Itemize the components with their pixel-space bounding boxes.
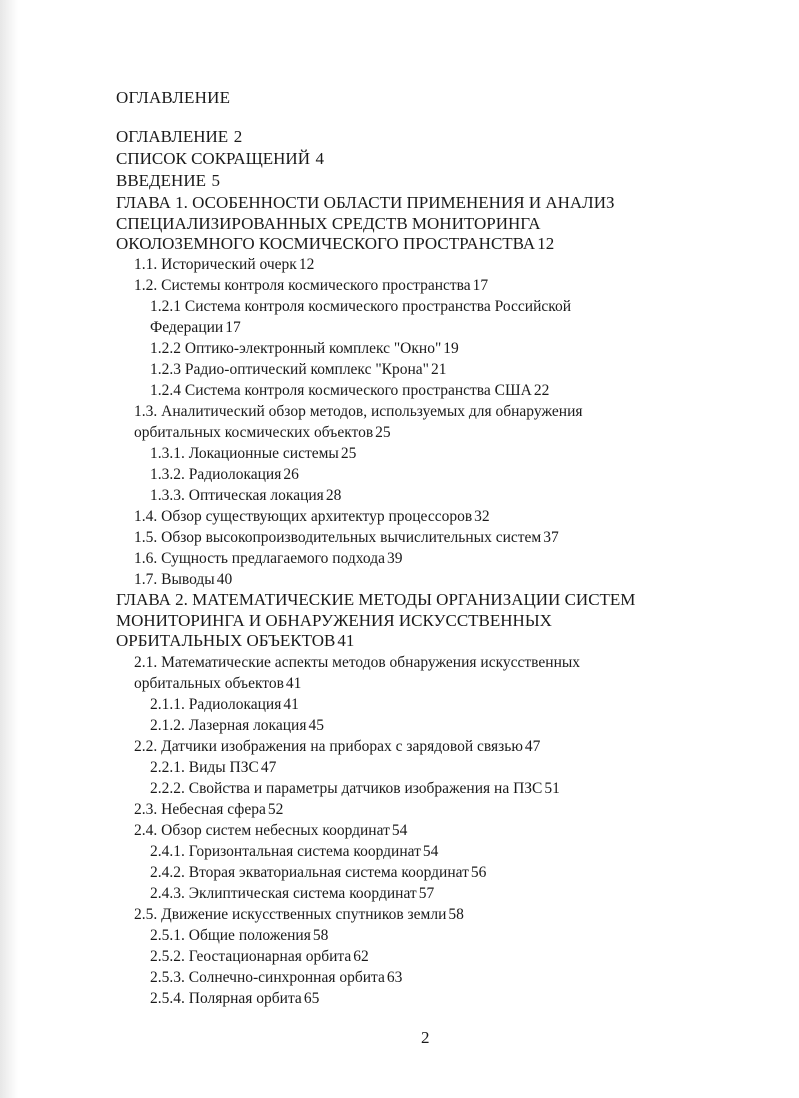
toc-entry-page: 51 (544, 780, 560, 797)
toc-entry-page: 26 (283, 466, 299, 483)
toc-entry-page: 65 (303, 990, 320, 1007)
toc-entry-page: 41 (283, 696, 299, 713)
toc-entry-page: 52 (267, 801, 284, 818)
page-title: ОГЛАВЛЕНИЕ (116, 88, 231, 107)
toc-entry-page: 54 (422, 843, 439, 860)
toc-entry-title: 1.2.2 Оптико-электронный комплекс "Окно" (150, 340, 442, 357)
toc-entry-title: ОКОЛОЗЕМНОГО КОСМИЧЕСКОГО ПРОСТРАНСТВА (116, 234, 536, 253)
toc-entry-title: 1.7. Выводы (134, 571, 215, 588)
toc-entry-page: 45 (308, 717, 324, 734)
toc-entry-page: 5 (211, 171, 220, 190)
toc-entry-page: 25 (375, 424, 391, 441)
toc-entry-page: 47 (260, 759, 277, 776)
toc-entry-page: 57 (418, 885, 435, 902)
toc-entry-page: 37 (543, 529, 559, 546)
toc-entry-title: 1.5. Обзор высокопроизводительных вычислительных систем (134, 529, 542, 546)
toc-entry-title: 1.3.1. Локационные системы (150, 445, 339, 462)
toc-entry-page: 56 (470, 864, 487, 881)
toc-entry-title: 1.2. Системы контроля космического пространства (134, 277, 471, 294)
toc-entry-title: 1.1. Исторический очерк (134, 256, 297, 273)
toc-entry-title: 2.5.1. Общие положения (150, 927, 311, 944)
toc-entry-page: 32 (474, 508, 490, 525)
toc-entry-title: 1.3.3. Оптическая локация (150, 487, 324, 504)
toc-entry-title-line: 1.2.1 Система контроля космического пространства Российской (150, 298, 572, 315)
toc-entry-page: 41 (285, 675, 302, 692)
toc-entry-title: 2.4.1. Горизонтальная система координат (150, 843, 421, 860)
toc-entry-title-line: СПЕЦИАЛИЗИРОВАННЫХ СРЕДСТВ МОНИТОРИНГА (116, 213, 541, 233)
toc-entry-title: 2.5.3. Солнечно-синхронная орбита (150, 969, 385, 986)
toc-entry-page: 4 (315, 149, 324, 168)
toc-entry-title: ОГЛАВЛЕНИЕ (116, 127, 229, 146)
toc-entry-page: 58 (312, 927, 329, 944)
toc-entry-title-line: ГЛАВА 1. ОСОБЕННОСТИ ОБЛАСТИ ПРИМЕНЕНИЯ И АНАЛИЗ (116, 193, 615, 212)
toc-entry-title: 1.6. Сущность предлагаемого подхода (134, 550, 385, 567)
toc-entry-title: СПИСОК СОКРАЩЕНИЙ (116, 149, 310, 168)
toc-entry-page: 41 (337, 631, 355, 650)
toc-entry-title: 1.2.3 Радио-оптический комплекс "Крона" (150, 361, 429, 378)
toc-entry-title-line: 2.1. Математические аспекты методов обнаружения искусственных (134, 654, 581, 671)
toc-entry-page: 21 (431, 361, 447, 378)
toc-entry-page: 17 (472, 277, 489, 294)
toc-entry-page: 40 (216, 571, 233, 588)
toc-entry-page: 22 (533, 382, 550, 399)
toc-entry-page: 28 (325, 487, 342, 504)
toc-entry-page: 17 (225, 319, 241, 336)
toc-entry-title: 1.2.4 Система контроля космического пространства США (150, 382, 532, 399)
toc-entry-page: 12 (537, 234, 555, 253)
toc-entry-title: 2.2.1. Виды ПЗС (150, 759, 259, 776)
toc-entry-title: 2.3. Небесная сфера (134, 801, 266, 818)
toc-entry-title: орбитальных космических объектов (134, 424, 374, 441)
toc-entry-page: 19 (443, 340, 459, 357)
toc-entry-page: 47 (524, 738, 541, 755)
toc-entry-page: 58 (448, 906, 464, 923)
toc-entry-title: 2.5.4. Полярная орбита (150, 990, 302, 1007)
toc-entry-title: 2.4. Обзор систем небесных координат (134, 822, 390, 839)
toc-entry-title: 2.1.2. Лазерная локация (150, 717, 307, 734)
toc-entry-page: 12 (298, 256, 315, 273)
toc-entry-title-line: 1.3. Аналитический обзор методов, используемых для обнаружения (134, 403, 583, 420)
scan-shadow (0, 0, 18, 1098)
toc-entry-title: 2.4.2. Вторая экваториальная система координат (150, 864, 469, 881)
toc-entry-page: 39 (387, 550, 403, 567)
toc-entry-title: 2.1.1. Радиолокация (150, 696, 282, 713)
toc-entry-page: 25 (340, 445, 357, 462)
toc-entry-title: 2.4.3. Эклиптическая система координат (150, 885, 417, 902)
page-number: 2 (421, 1028, 430, 1047)
toc-entry-title: ВВЕДЕНИЕ (116, 171, 206, 190)
toc-entry-page: 54 (391, 822, 408, 839)
toc-entry-title: ОРБИТАЛЬНЫХ ОБЪЕКТОВ (116, 631, 336, 650)
toc-entry-title: 2.2.2. Свойства и параметры датчиков изображения на ПЗС (150, 780, 543, 797)
toc-entry-title: 1.4. Обзор существующих архитектур процессоров (134, 508, 473, 525)
toc-entry-page: 63 (386, 969, 403, 986)
toc-entry-title: 2.2. Датчики изображения на приборах с зарядовой связью (134, 738, 523, 755)
toc-entry-title-line: МОНИТОРИНГА И ОБНАРУЖЕНИЯ ИСКУССТВЕННЫХ (116, 610, 552, 630)
toc-entry-title: Федерации (150, 319, 224, 336)
toc-entry-title: 2.5. Движение искусственных спутников земли (134, 906, 447, 923)
toc-entry-title: 2.5.2. Геостационарная орбита (150, 948, 352, 965)
toc-entry-page: 2 (233, 127, 243, 146)
toc-entry-title: 1.3.2. Радиолокация (150, 466, 282, 483)
toc-entry-title: орбитальных объектов (134, 675, 284, 692)
toc-entry-page: 62 (353, 948, 369, 965)
toc-entry-title-line: ГЛАВА 2. МАТЕМАТИЧЕСКИЕ МЕТОДЫ ОРГАНИЗАЦИИ СИСТЕМ (116, 590, 636, 609)
